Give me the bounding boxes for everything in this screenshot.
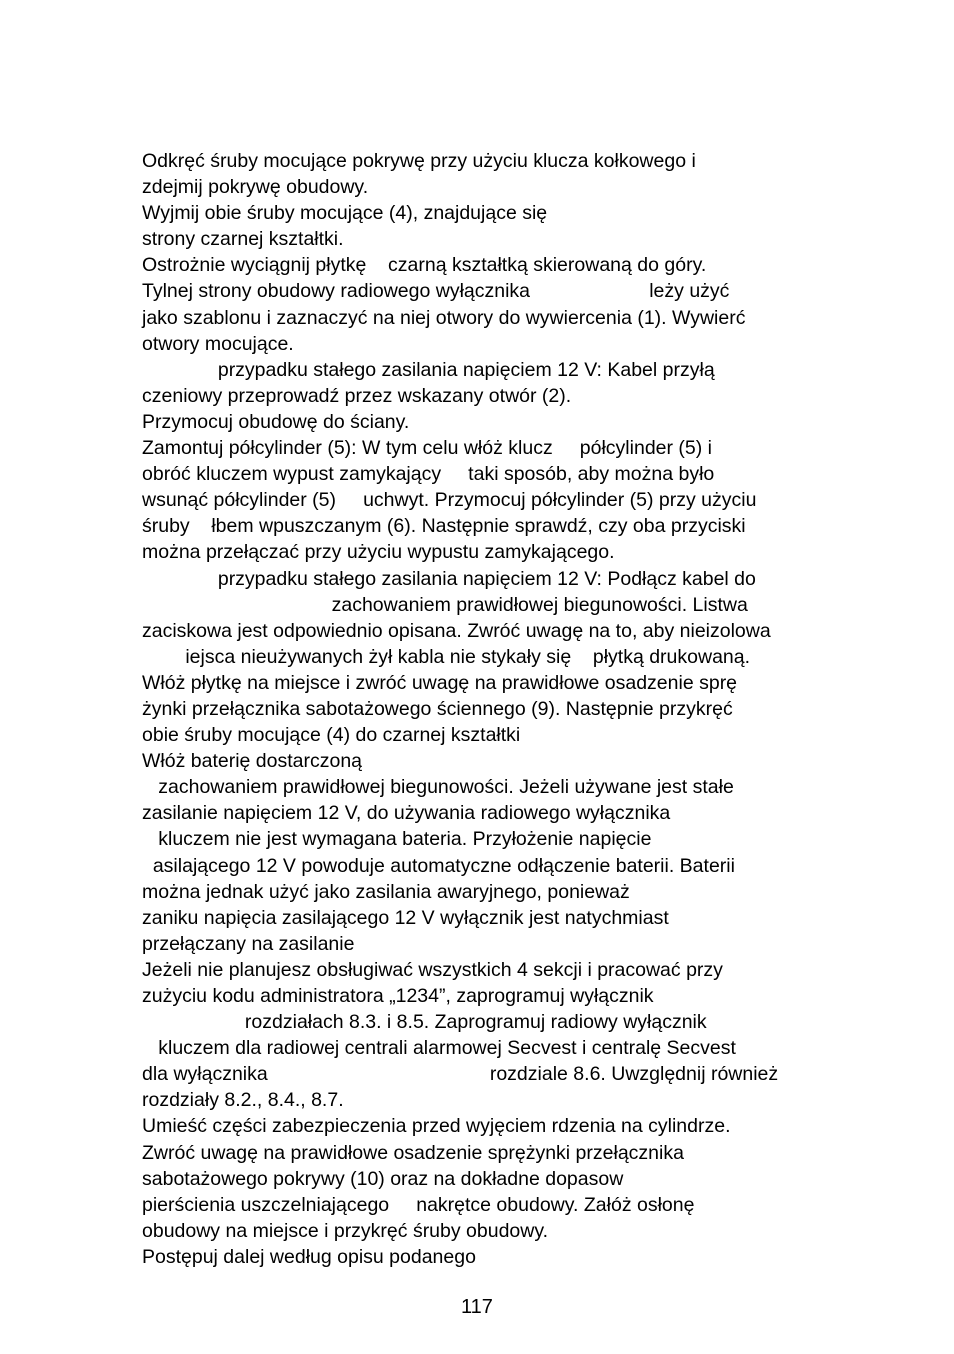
text-line: przełączany na zasilanie (142, 932, 355, 955)
text-line: rozdziały 8.2., 8.4., 8.7. (142, 1089, 344, 1112)
text-line: obudowy na miejsce i przykręć śruby obudowy. (142, 1219, 549, 1242)
text-line: czeniowy przeprowadź przez wskazany otwór (2). (142, 384, 572, 407)
body-text (142, 148, 882, 1270)
text-line: pierścienia uszczelniającego nakrętce obudowy. Załóż osłonę (142, 1193, 695, 1216)
text-line: zaniku napięcia zasilającego 12 V wyłącznik jest natychmiast (142, 906, 669, 929)
text-line: kluczem dla radiowej centrali alarmowej Secvest i centralę Secvest (142, 1037, 736, 1060)
text-line: zachowaniem prawidłowej biegunowości. Listwa (142, 593, 748, 616)
text-line: obróć kluczem wypust zamykający taki sposób, aby można było (142, 463, 715, 486)
text-line: Włóż baterię dostarczoną (142, 750, 363, 773)
text-line: śruby łbem wpuszczanym (6). Następnie sprawdź, czy oba przyciski (142, 515, 746, 538)
text-line: obie śruby mocujące (4) do czarnej kształtki (142, 724, 521, 747)
page-number: 117 (461, 1296, 493, 1318)
text-line: sabotażowego pokrywy (10) oraz na dokładne dopasow (142, 1167, 624, 1190)
text-line: zaciskowa jest odpowiednio opisana. Zwróć uwagę na to, aby nieizolowa (142, 619, 771, 642)
text-line: żynki przełącznika sabotażowego ściennego (9). Następnie przykręć (142, 697, 733, 720)
text-line: asilającego 12 V powoduje automatyczne odłączenie baterii. Baterii (142, 854, 735, 877)
text-line: otwory mocujące. (142, 332, 294, 355)
text-line: iejsca nieużywanych żył kabla nie stykały się płytką drukowaną. (142, 645, 751, 668)
text-line: Zamontuj półcylinder (5): W tym celu włóż klucz półcylinder (5) i (142, 437, 713, 460)
text-line: dla wyłącznika rozdziale 8.6. Uwzględnij również (142, 1063, 779, 1086)
text-line: Postępuj dalej według opisu podanego (142, 1245, 476, 1268)
text-line: rozdziałach 8.3. i 8.5. Zaprogramuj radiowy wyłącznik (142, 1011, 707, 1034)
text-line: Ostrożnie wyciągnij płytkę czarną kształtką skierowaną do góry. (142, 254, 707, 277)
text-line: wsunąć półcylinder (5) uchwyt. Przymocuj półcylinder (5) przy użyciu (142, 489, 757, 512)
text-line: Wyjmij obie śruby mocujące (4), znajdujące się (142, 202, 548, 225)
text-line: zachowaniem prawidłowej biegunowości. Jeżeli używane jest stałe (142, 776, 734, 799)
text-line: kluczem nie jest wymagana bateria. Przyłożenie napięcie (142, 828, 652, 851)
text-line: przypadku stałego zasilania napięciem 12 V: Podłącz kabel do (142, 567, 756, 590)
text-line: strony czarnej kształtki. (142, 228, 344, 251)
text-line: Umieść części zabezpieczenia przed wyjęciem rdzenia na cylindrze. (142, 1115, 731, 1138)
text-line: zasilanie napięciem 12 V, do używania radiowego wyłącznika (142, 802, 671, 825)
text-line: Zwróć uwagę na prawidłowe osadzenie sprężynki przełącznika (142, 1141, 684, 1164)
text-line: Włóż płytkę na miejsce i zwróć uwagę na prawidłowe osadzenie sprę (142, 671, 738, 694)
text-line: Przymocuj obudowę do ściany. (142, 410, 410, 433)
text-line: można przełączać przy użyciu wypustu zamykającego. (142, 541, 615, 564)
text-line: można jednak użyć jako zasilania awaryjnego, ponieważ (142, 880, 630, 903)
text-line: Tylnej strony obudowy radiowego wyłącznika leży użyć (142, 280, 730, 303)
text-line: przypadku stałego zasilania napięciem 12 V: Kabel przyłą (142, 358, 715, 381)
text-line: Odkręć śruby mocujące pokrywę przy użyciu klucza kołkowego i (142, 150, 696, 172)
text-line: zużyciu kodu administratora „1234”, zaprogramuj wyłącznik (142, 985, 654, 1007)
text-line: jako szablonu i zaznaczyć na niej otwory do wywiercenia (1). Wywierć (142, 306, 746, 329)
text-line: zdejmij pokrywę obudowy. (142, 176, 369, 199)
text-line: Jeżeli nie planujesz obsługiwać wszystkich 4 sekcji i pracować przy (142, 958, 723, 981)
